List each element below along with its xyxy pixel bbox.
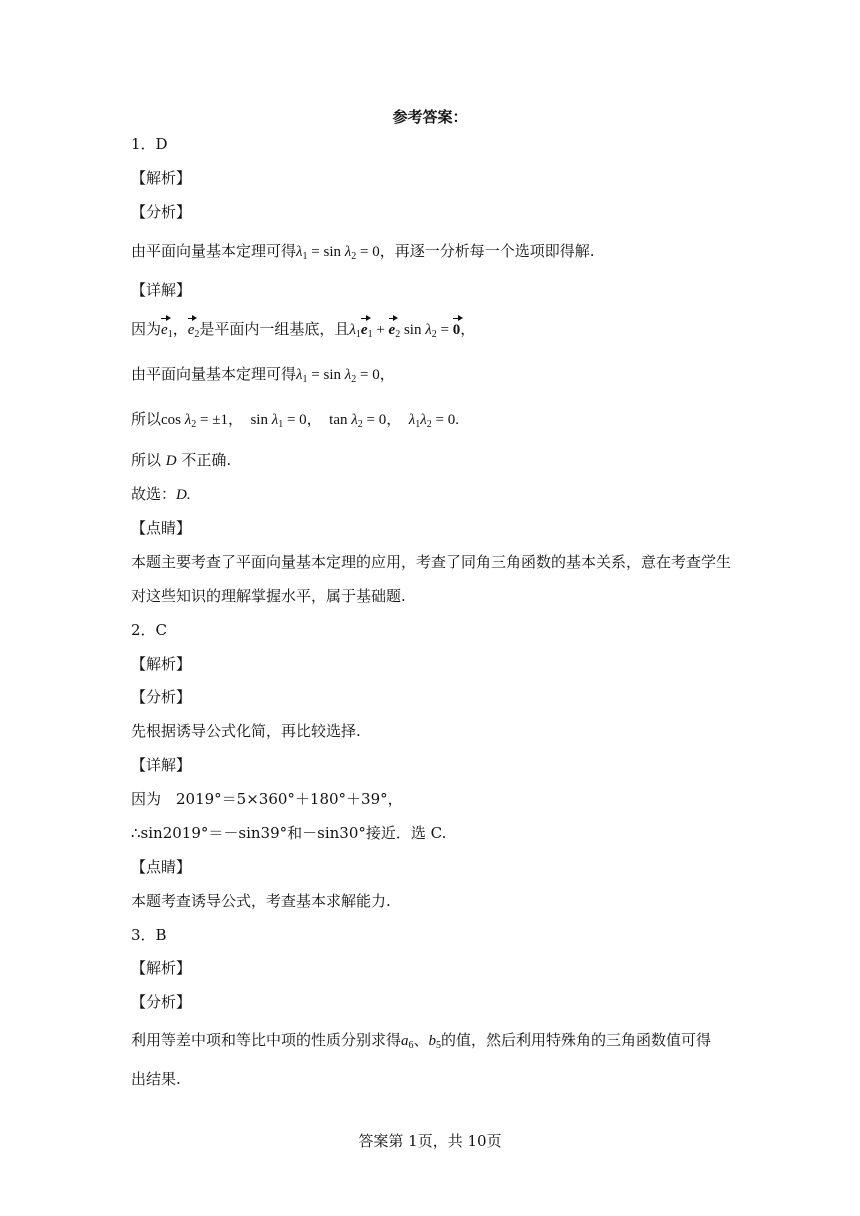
jiexi-label-1: 【解析】	[131, 169, 192, 187]
page-footer: 答案第 1页，共 10页	[358, 1132, 502, 1150]
answer-1: 1．D	[131, 135, 168, 153]
fenxi-text-3b: 出结果.	[131, 1070, 181, 1088]
answer-2: 2．C	[131, 621, 168, 639]
answer-3: 3．B	[131, 926, 167, 944]
detail-2-line-1: 因为 2019°＝5×360°＋180°＋39°，	[131, 790, 403, 808]
dianjing-text-1b: 对这些知识的理解掌握水平，属于基础题.	[131, 587, 406, 605]
fenxi-text-3a: 利用等差中项和等比中项的性质分别求得$a_6$、$b_5$的值，然后利用特殊角的三角函数值可得	[131, 1031, 712, 1051]
dianjing-label-1: 【点睛】	[131, 519, 192, 537]
detail-1-line-4: 所以 D 不正确.	[131, 451, 232, 469]
fenxi-label-3: 【分析】	[131, 993, 192, 1011]
page-title: 参考答案：	[392, 108, 468, 126]
dianjing-label-2: 【点睛】	[131, 858, 192, 876]
detail-1-line-1: 因为$e_1$，$e_2$是平面内一组基底，且$\lambda_1e_1 + e_2$ $\sin \lambda_2 = 0$，	[131, 320, 476, 340]
jiexi-label-2: 【解析】	[131, 655, 192, 673]
xiangjie-label-2: 【详解】	[131, 756, 192, 774]
fenxi-text-2: 先根据诱导公式化简，再比较选择.	[131, 722, 361, 740]
dianjing-text-1a: 本题主要考查了平面向量基本定理的应用，考查了同角三角函数的基本关系，意在考查学生	[131, 553, 732, 571]
detail-1-line-3: 所以$\cos \lambda_2 = \pm 1$， $\sin \lambda_1 = 0$， $\tan \lambda_2 = 0$， $\lambda_1\lambda_2 = 0$.	[131, 410, 459, 430]
fenxi-label-2: 【分析】	[131, 688, 192, 706]
detail-2-line-2: ∴sin2019°＝－sin39°和－sin30°接近．选 C.	[131, 824, 447, 842]
xiangjie-label-1: 【详解】	[131, 281, 192, 299]
jiexi-label-3: 【解析】	[131, 959, 192, 977]
fenxi-text-1: 由平面向量基本定理可得$\lambda_1 = \sin \lambda_2 = 0$，再逐一分析每一个选项即得解.	[131, 242, 595, 262]
detail-1-line-5: 故选：D.	[131, 485, 191, 503]
fenxi-label-1: 【分析】	[131, 203, 192, 221]
detail-1-line-2: 由平面向量基本定理可得$\lambda_1 = \sin \lambda_2 = 0$，	[131, 365, 395, 385]
dianjing-text-2: 本题考查诱导公式，考查基本求解能力.	[131, 892, 391, 910]
